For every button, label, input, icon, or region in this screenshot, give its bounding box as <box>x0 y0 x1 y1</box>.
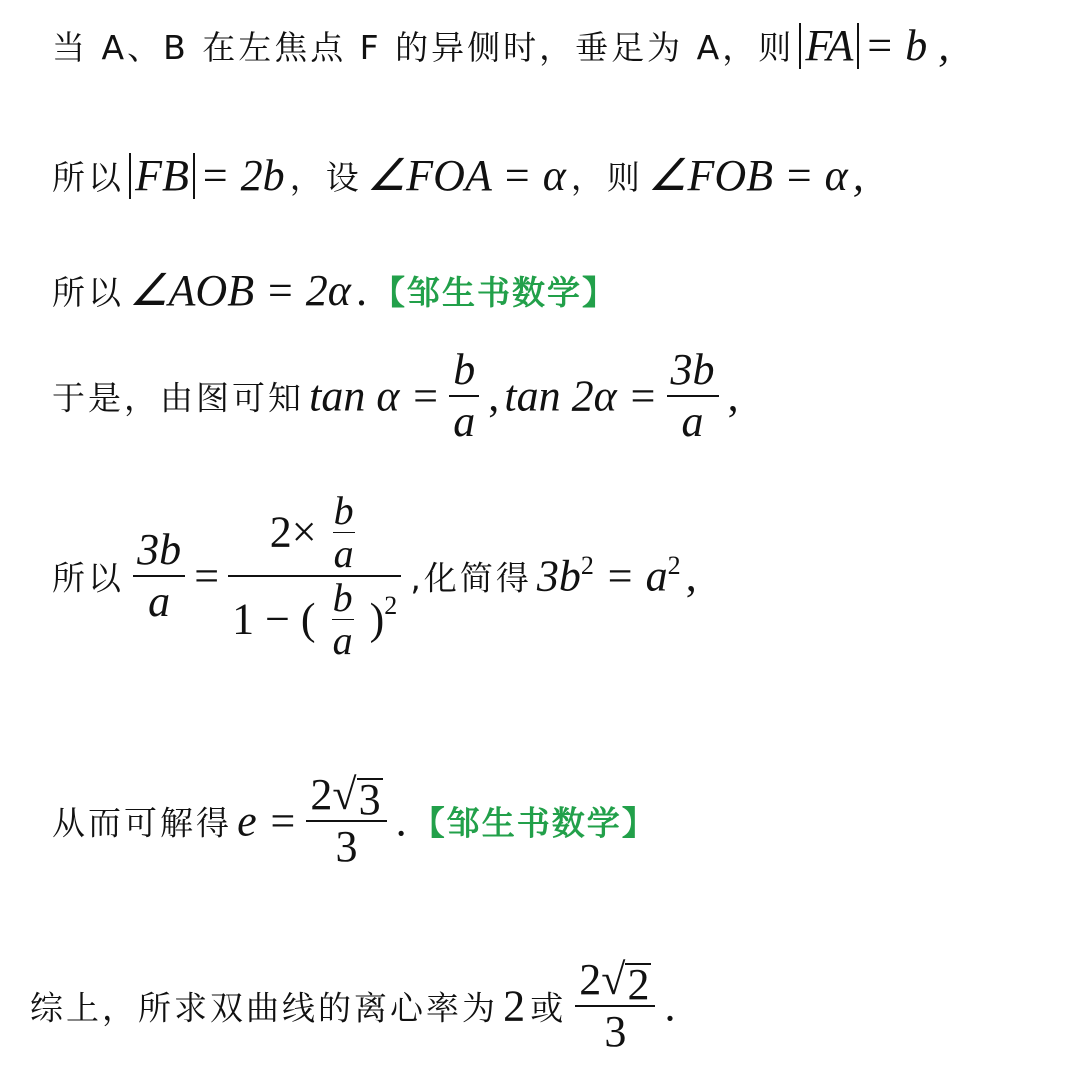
line-2-rhs: = 2b <box>199 151 285 200</box>
line-6-prefix: 从而可解得 <box>52 803 232 843</box>
line-7-prefix: 综上，所求双曲线的离心率为 <box>30 988 498 1028</box>
complex-numerator <box>266 490 364 575</box>
line-3 <box>52 265 617 316</box>
sqrt <box>332 770 382 824</box>
line-1-text: 当 A、B 在左焦点 F 的异侧时，垂足为 A，则 <box>52 28 795 67</box>
radical-sign: √ <box>601 955 626 1004</box>
fraction-denominator: a <box>681 397 704 446</box>
radicand: 3 <box>358 775 381 824</box>
line-2-mid: ，设 <box>289 158 362 197</box>
inner-denominator: a <box>333 531 354 576</box>
line-2 <box>52 150 864 201</box>
fraction-lhs <box>133 525 185 627</box>
line-5-mid: ,化简得 <box>410 558 532 598</box>
fraction-numerator <box>306 770 386 824</box>
watermark-1: 【邹生书数学】 <box>372 273 618 312</box>
fraction-denominator: a <box>148 577 171 626</box>
line-6 <box>52 770 657 872</box>
angle-aob: ∠AOB = 2α <box>129 266 351 315</box>
inner-fraction <box>329 577 357 662</box>
fraction-numerator: 3b <box>670 345 715 394</box>
equals-sign: = <box>194 551 220 601</box>
line-5-prefix: 所以 <box>52 558 124 598</box>
line-5-end: , <box>685 551 697 601</box>
value-2: 2 <box>503 981 526 1031</box>
complex-denominator <box>228 577 401 662</box>
radicand: 2 <box>627 960 650 1009</box>
line-3-dot: . <box>355 266 367 315</box>
line-5 <box>52 490 697 662</box>
line-2-prefix: 所以 <box>52 158 124 197</box>
line-3-prefix: 所以 <box>52 273 124 312</box>
line-7 <box>30 955 676 1057</box>
coef: 2 <box>579 955 602 1004</box>
result-a: = a <box>593 551 668 601</box>
abs-fb: FB <box>129 153 195 199</box>
line-4 <box>52 345 739 447</box>
inner-denominator: a <box>332 618 353 663</box>
fraction-denominator: 3 <box>335 822 358 871</box>
line-4-prefix: 于是，由图可知 <box>52 378 304 418</box>
fraction-denominator: a <box>453 397 476 446</box>
angle-foa: ∠FOA = α <box>366 151 566 200</box>
power-1: 2 <box>580 551 594 581</box>
fraction-3b-over-a <box>667 345 719 447</box>
line-1 <box>52 20 949 71</box>
sqrt <box>601 955 651 1009</box>
fraction-2sqrt2-over-3 <box>575 955 655 1057</box>
fraction-numerator: 3b <box>137 525 182 574</box>
result-3b: 3b <box>536 551 581 601</box>
fraction-numerator: b <box>453 345 476 394</box>
fraction-2sqrt3-over-3 <box>306 770 386 872</box>
coef: 2 <box>310 770 333 819</box>
angle-fob: ∠FOB = α <box>648 151 848 200</box>
power-2: 2 <box>667 551 681 581</box>
inner-fraction <box>330 490 358 575</box>
or-text: 或 <box>530 988 567 1028</box>
line-2-end: , <box>852 151 864 200</box>
line-2-mid2: ，则 <box>570 158 643 197</box>
fraction-denominator: 3 <box>604 1007 627 1056</box>
den-prefix: 1 − ( <box>232 594 316 644</box>
tan-2alpha: tan 2α = <box>504 371 658 421</box>
e-equals: e = <box>237 796 298 846</box>
den-power: 2 <box>384 590 398 620</box>
den-suffix: ) <box>369 594 385 644</box>
complex-fraction <box>228 490 401 662</box>
line-7-dot: . <box>664 981 676 1031</box>
fraction-numerator <box>575 955 655 1009</box>
line-6-dot: . <box>395 796 407 846</box>
line-4-sep: , <box>488 371 500 421</box>
inner-numerator: b <box>333 488 354 533</box>
line-4-end: , <box>727 371 739 421</box>
abs-fa: FA <box>799 23 859 69</box>
coef-2-times: 2× <box>269 507 317 557</box>
line-1-rhs: = b , <box>864 21 950 70</box>
radical-sign: √ <box>332 770 357 819</box>
inner-numerator: b <box>332 575 353 620</box>
tan-alpha: tan α = <box>309 371 441 421</box>
fraction-b-over-a <box>449 345 479 447</box>
watermark-2: 【邹生书数学】 <box>411 803 657 843</box>
